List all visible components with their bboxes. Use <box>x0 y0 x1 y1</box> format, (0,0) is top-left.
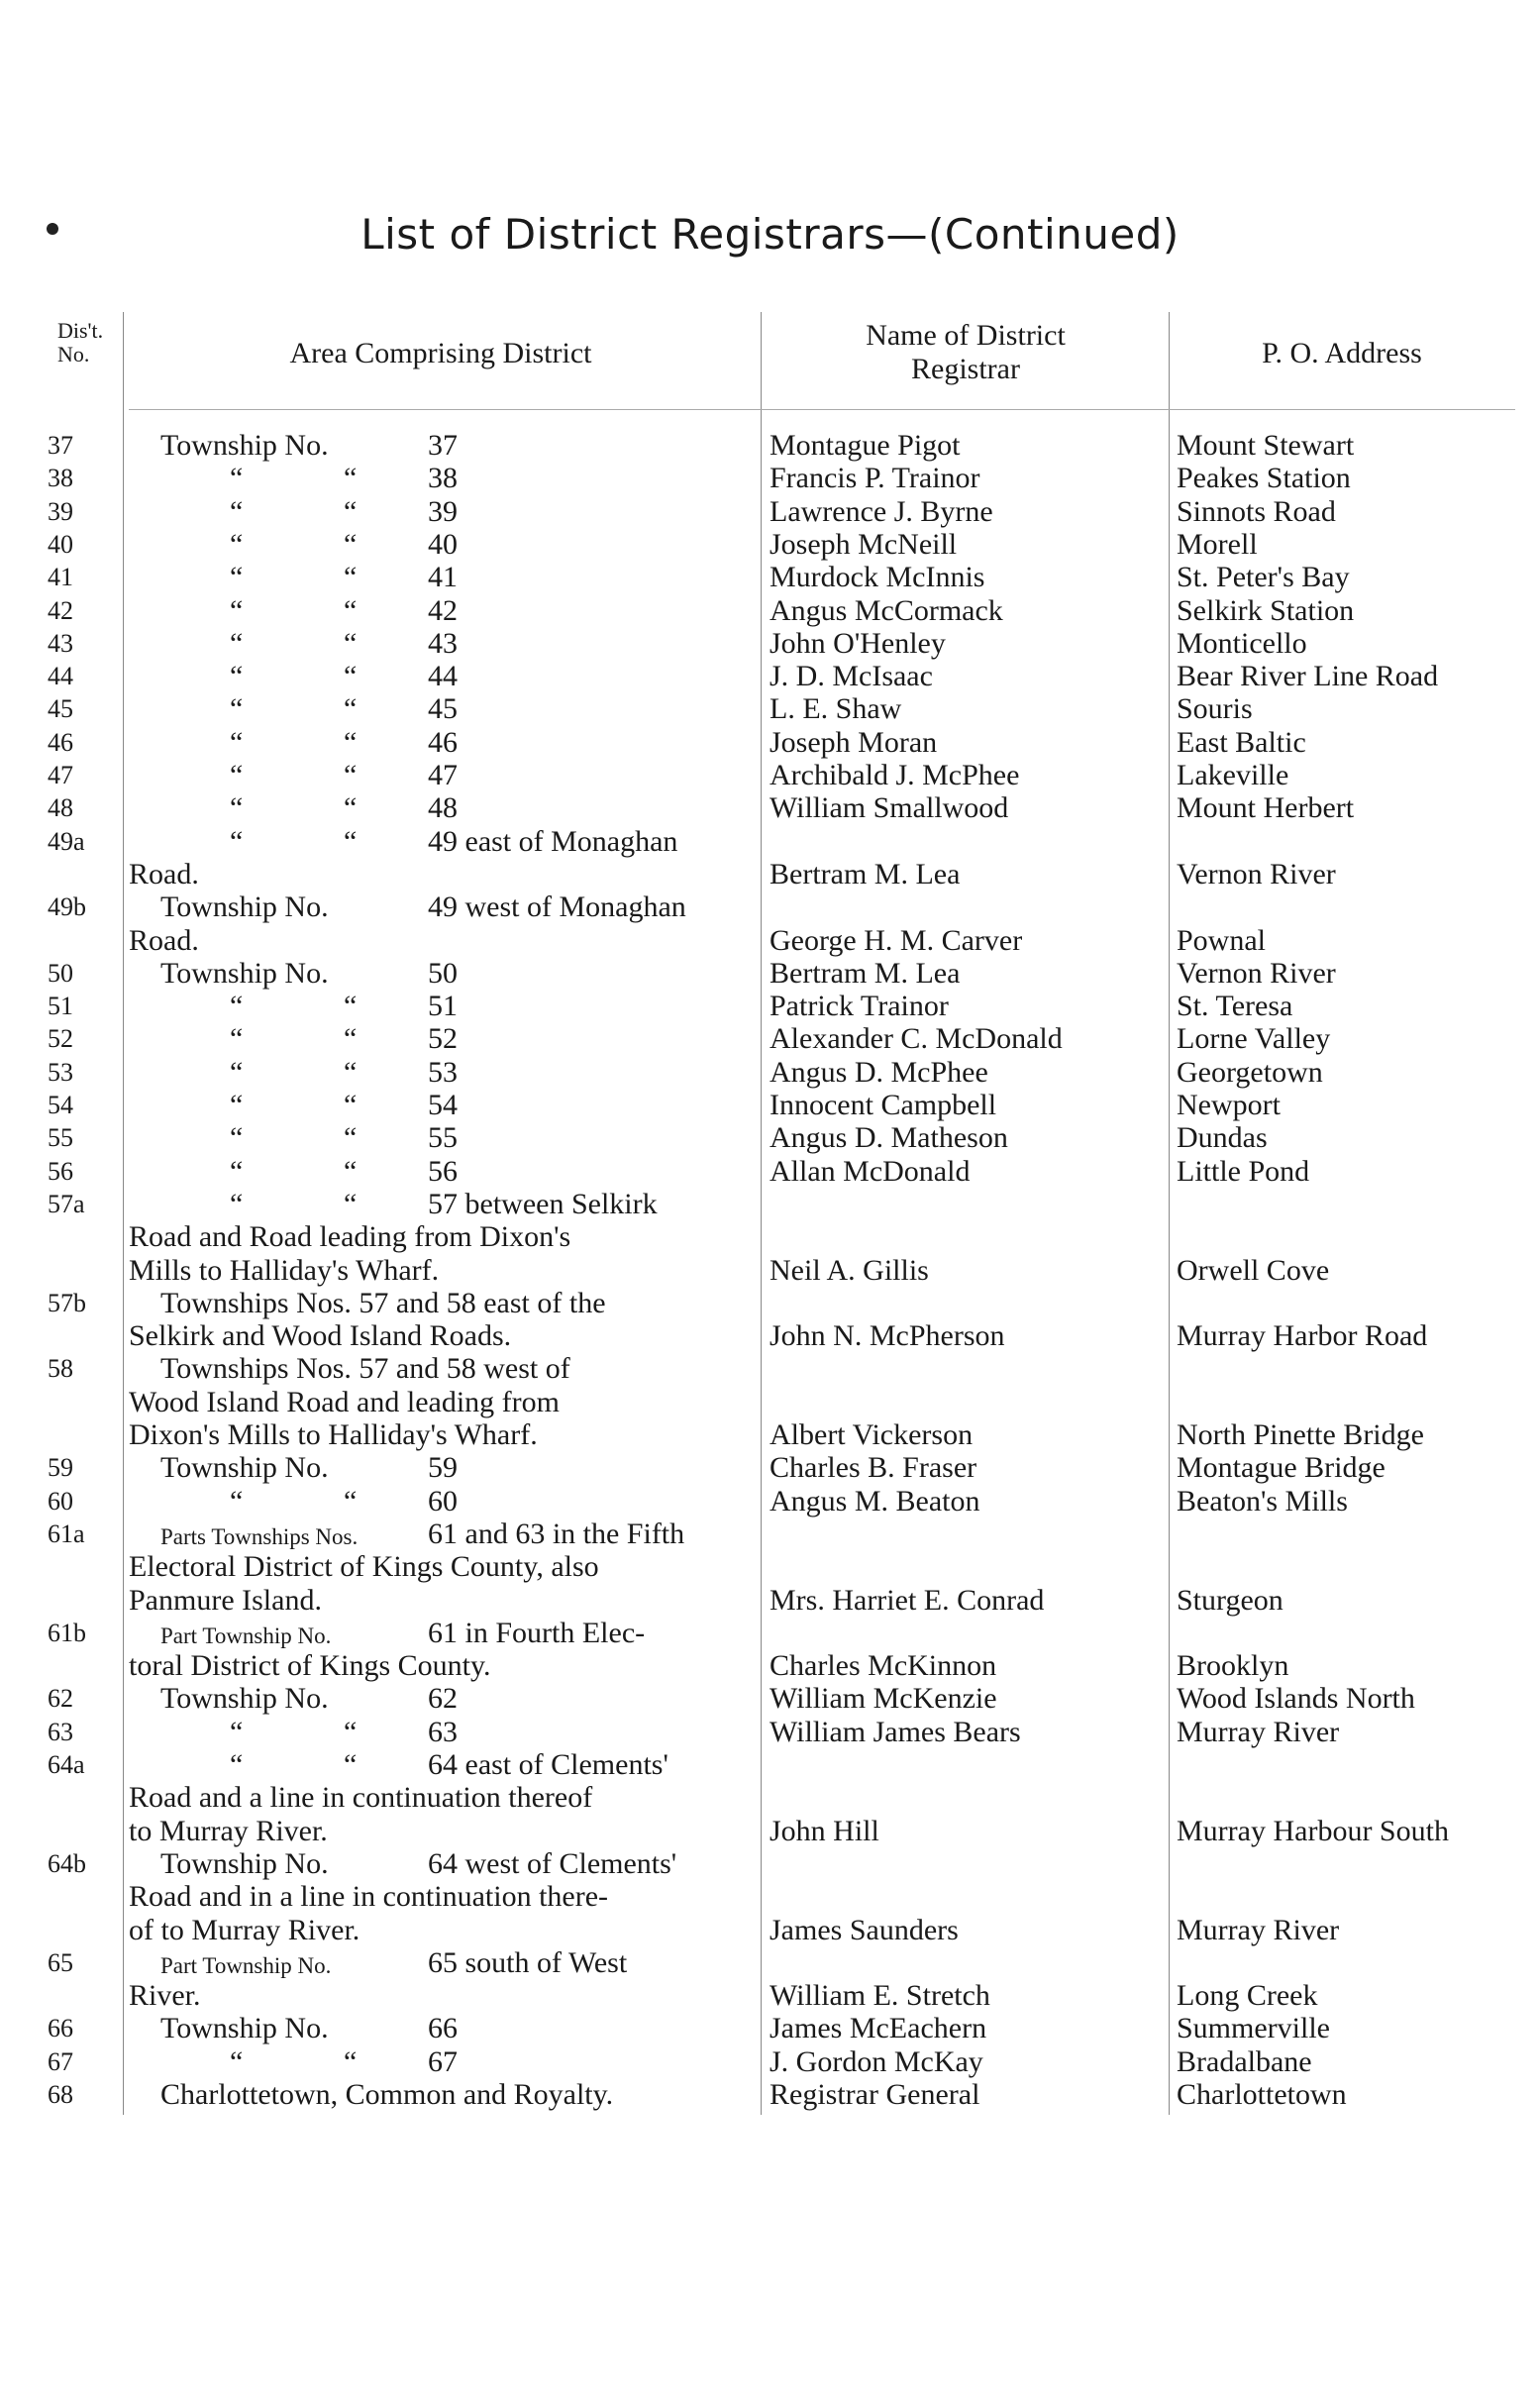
area-continuation: Road and in a line in continuation there- <box>129 1880 609 1914</box>
district-number: 45 <box>48 694 73 724</box>
district-number: 57b <box>48 1288 86 1317</box>
table-row <box>0 726 1540 759</box>
district-number: 59 <box>48 1453 73 1483</box>
district-number: 41 <box>48 563 73 592</box>
po-address: Murray Harbour South <box>1177 1814 1449 1847</box>
registrar-name: George H. M. Carver <box>770 923 1023 957</box>
registrar-name: John Hill <box>770 1814 879 1847</box>
registrar-name: John O'Henley <box>770 626 946 660</box>
ditto-mark: “ <box>230 1154 244 1188</box>
table-row <box>0 1254 1540 1287</box>
ditto-mark: “ <box>344 2044 358 2078</box>
po-address: Vernon River <box>1177 857 1336 890</box>
ditto-mark: “ <box>230 1484 244 1518</box>
township-number: 46 <box>428 725 458 759</box>
area-text: Township No. <box>160 890 329 924</box>
township-number: 45 <box>428 692 458 726</box>
po-address: Selkirk Station <box>1177 593 1355 627</box>
table-row <box>0 858 1540 890</box>
po-address: Murray River <box>1177 1913 1340 1946</box>
ditto-mark: “ <box>230 692 244 726</box>
ditto-mark: “ <box>230 494 244 528</box>
registrar-name: Alexander C. McDonald <box>770 1022 1063 1056</box>
township-number: 62 <box>428 1682 458 1716</box>
po-address: Georgetown <box>1177 1055 1323 1089</box>
po-address: Monticello <box>1177 626 1307 660</box>
registrar-name: Bertram M. Lea <box>770 956 961 990</box>
registrar-name: Charles B. Fraser <box>770 1451 977 1485</box>
ditto-mark: “ <box>230 462 244 495</box>
area-continuation: Electoral District of Kings County, also <box>129 1550 599 1584</box>
header-name <box>763 319 1169 386</box>
district-number: 49a <box>48 826 85 856</box>
township-number: 51 <box>428 990 458 1023</box>
township-number: 37 <box>428 429 458 462</box>
ditto-mark: “ <box>230 1022 244 1056</box>
registrar-name: Joseph Moran <box>770 725 938 759</box>
ditto-mark: “ <box>344 1089 358 1121</box>
township-number: 48 <box>428 791 458 825</box>
header-po: P. O. Address <box>1262 337 1422 369</box>
ditto-mark: “ <box>230 824 244 858</box>
registrar-name: Innocent Campbell <box>770 1089 997 1121</box>
table-row <box>0 1682 1540 1715</box>
area-continuation: to Murray River. <box>129 1814 328 1847</box>
po-address: Orwell Cove <box>1177 1253 1330 1287</box>
township-number: 38 <box>428 462 458 495</box>
registrar-name: Murdock McInnis <box>770 561 985 594</box>
table-row <box>0 2012 1540 2044</box>
district-number: 40 <box>48 529 73 559</box>
registrar-name: Mrs. Harriet E. Conrad <box>770 1583 1045 1617</box>
table-row <box>0 1386 1540 1418</box>
district-number: 63 <box>48 1717 73 1746</box>
ditto-mark: “ <box>344 626 358 660</box>
township-number: 41 <box>428 561 458 594</box>
district-number: 58 <box>48 1354 73 1384</box>
table-row <box>0 1056 1540 1089</box>
area-text: Parts Townships Nos. <box>160 1523 359 1549</box>
table-row <box>0 825 1540 858</box>
table-row <box>0 1022 1540 1055</box>
po-address: Sturgeon <box>1177 1583 1283 1617</box>
township-number: 61 and 63 in the Fifth <box>428 1517 685 1550</box>
po-address: East Baltic <box>1177 725 1306 759</box>
table-row <box>0 1550 1540 1583</box>
table-row <box>0 1418 1540 1451</box>
po-address: Brooklyn <box>1177 1649 1289 1683</box>
po-address: Murray River <box>1177 1715 1340 1748</box>
table-row <box>0 660 1540 692</box>
ditto-mark: “ <box>230 561 244 594</box>
district-number: 44 <box>48 662 73 691</box>
registrar-name: William James Bears <box>770 1715 1021 1748</box>
township-number: 53 <box>428 1055 458 1089</box>
po-address: Morell <box>1177 527 1258 561</box>
table-row <box>0 1716 1540 1748</box>
table-row <box>0 1815 1540 1847</box>
area-continuation: Road. <box>129 857 199 890</box>
table-row <box>0 1946 1540 1979</box>
area-continuation: Dixon's Mills to Halliday's Wharf. <box>129 1418 538 1451</box>
table-row <box>0 1485 1540 1518</box>
area-continuation: Mills to Halliday's Wharf. <box>129 1253 440 1287</box>
header-area: Area Comprising District <box>289 337 592 369</box>
ditto-mark: “ <box>230 660 244 693</box>
district-number: 51 <box>48 992 73 1021</box>
township-number: 40 <box>428 527 458 561</box>
po-address: Newport <box>1177 1089 1281 1121</box>
district-number: 42 <box>48 595 73 625</box>
po-address: Mount Herbert <box>1177 791 1355 825</box>
po-address: Long Creek <box>1177 1979 1318 2013</box>
po-address: St. Teresa <box>1177 990 1293 1023</box>
area-continuation: Wood Island Road and leading from <box>129 1385 560 1418</box>
district-number: 61b <box>48 1618 86 1647</box>
area-continuation: Road and Road leading from Dixon's <box>129 1220 571 1254</box>
area-text: Township No. <box>160 956 329 990</box>
ditto-mark: “ <box>344 1187 358 1220</box>
district-number: 43 <box>48 628 73 658</box>
ditto-mark: “ <box>230 527 244 561</box>
table-row <box>0 1287 1540 1319</box>
ditto-mark: “ <box>230 626 244 660</box>
page-title: List of District Registrars—(Continued) <box>360 210 1180 259</box>
area-text: Part Township No. <box>160 1623 332 1648</box>
township-number: 64 east of Clements' <box>428 1748 668 1781</box>
table-row <box>0 1649 1540 1682</box>
area-text: Townships Nos. 57 and 58 west of <box>160 1352 570 1386</box>
district-number: 60 <box>48 1486 73 1516</box>
area-continuation: toral District of Kings County. <box>129 1649 491 1683</box>
district-number: 62 <box>48 1684 73 1714</box>
area-text: Charlottetown, Common and Royalty. <box>160 2078 614 2111</box>
area-continuation: Road and a line in continuation thereof <box>129 1781 593 1815</box>
area-text: Township No. <box>160 1682 329 1716</box>
township-number: 49 east of Monaghan <box>428 824 678 858</box>
registrar-name: Charles McKinnon <box>770 1649 997 1683</box>
registrar-name: James McEachern <box>770 2012 987 2045</box>
table-row <box>0 2078 1540 2111</box>
table-row <box>0 759 1540 791</box>
township-number: 66 <box>428 2012 458 2045</box>
area-continuation: River. <box>129 1979 201 2013</box>
township-number: 63 <box>428 1715 458 1748</box>
registrar-name: J. D. McIsaac <box>770 660 933 693</box>
po-address: Bradalbane <box>1177 2044 1312 2078</box>
table-row <box>0 692 1540 725</box>
registrar-name: Registrar General <box>770 2078 980 2111</box>
po-address: Mount Stewart <box>1177 429 1355 462</box>
area-continuation: Panmure Island. <box>129 1583 322 1617</box>
table-row <box>0 495 1540 528</box>
township-number: 61 in Fourth Elec- <box>428 1616 646 1649</box>
area-text: Township No. <box>160 429 329 462</box>
po-address: Vernon River <box>1177 956 1336 990</box>
table-row <box>0 1584 1540 1617</box>
ditto-mark: “ <box>344 1484 358 1518</box>
registrar-name: William Smallwood <box>770 791 1009 825</box>
table-row <box>0 1914 1540 1946</box>
po-address: Peakes Station <box>1177 462 1351 495</box>
registrar-name: J. Gordon McKay <box>770 2044 983 2078</box>
header-dist-no <box>57 319 103 366</box>
registrar-name: L. E. Shaw <box>770 692 902 726</box>
area-continuation: Road. <box>129 923 199 957</box>
ditto-mark: “ <box>230 1121 244 1155</box>
district-number: 57a <box>48 1189 85 1218</box>
po-address: Little Pond <box>1177 1154 1310 1188</box>
ditto-mark: “ <box>344 462 358 495</box>
township-number: 44 <box>428 660 458 693</box>
ditto-mark: “ <box>344 791 358 825</box>
table-row <box>0 1518 1540 1550</box>
table-row <box>0 429 1540 462</box>
po-address: Bear River Line Road <box>1177 660 1439 693</box>
district-number: 66 <box>48 2014 73 2043</box>
ditto-mark: “ <box>230 1089 244 1121</box>
table-row <box>0 791 1540 824</box>
table-row <box>0 528 1540 561</box>
area-continuation: of to Murray River. <box>129 1913 360 1946</box>
township-number: 60 <box>428 1484 458 1518</box>
table-row <box>0 890 1540 923</box>
registrar-name: Angus McCormack <box>770 593 1003 627</box>
ditto-mark: “ <box>344 990 358 1023</box>
po-address: Dundas <box>1177 1121 1268 1155</box>
registrar-name: Montague Pigot <box>770 429 961 462</box>
registrar-name: Bertram M. Lea <box>770 857 961 890</box>
township-number: 65 south of West <box>428 1945 628 1979</box>
ditto-mark: “ <box>230 990 244 1023</box>
table-row <box>0 1121 1540 1154</box>
ditto-mark: “ <box>344 1121 358 1155</box>
ditto-mark: “ <box>344 561 358 594</box>
district-number: 50 <box>48 958 73 988</box>
table-row <box>0 462 1540 494</box>
table-row <box>0 2045 1540 2078</box>
district-number: 47 <box>48 761 73 789</box>
registrar-name: William McKenzie <box>770 1682 997 1716</box>
ditto-mark: “ <box>344 725 358 759</box>
table-row <box>0 1220 1540 1253</box>
ditto-mark: “ <box>230 1748 244 1781</box>
district-number: 37 <box>48 431 73 460</box>
township-number: 57 between Selkirk <box>428 1187 658 1220</box>
registrar-name: Neil A. Gillis <box>770 1253 929 1287</box>
ditto-mark: “ <box>230 1715 244 1748</box>
table-row <box>0 990 1540 1022</box>
registrar-name: Archibald J. McPhee <box>770 759 1020 791</box>
registrar-name: Allan McDonald <box>770 1154 971 1188</box>
area-text: Townships Nos. 57 and 58 east of the <box>160 1286 606 1319</box>
district-number: 39 <box>48 496 73 526</box>
table-row <box>0 627 1540 660</box>
po-address: Lakeville <box>1177 759 1289 791</box>
registrar-name: Albert Vickerson <box>770 1418 974 1451</box>
table-row <box>0 1089 1540 1121</box>
ditto-mark: “ <box>230 1055 244 1089</box>
header-dist-no-line2: No. <box>57 342 90 366</box>
table-row <box>0 1155 1540 1188</box>
po-address: Montague Bridge <box>1177 1451 1386 1485</box>
district-number: 46 <box>48 727 73 757</box>
table-row <box>0 1451 1540 1484</box>
ditto-mark: “ <box>230 759 244 791</box>
district-number: 52 <box>48 1024 73 1054</box>
po-address: St. Peter's Bay <box>1177 561 1350 594</box>
district-number: 53 <box>48 1057 73 1087</box>
header-name-line1: Name of District <box>866 319 1066 352</box>
po-address: North Pinette Bridge <box>1177 1418 1424 1451</box>
district-number: 48 <box>48 793 73 823</box>
table-row <box>0 561 1540 593</box>
ditto-mark: “ <box>230 791 244 825</box>
area-text: Part Township No. <box>160 1952 332 1978</box>
table-row <box>0 594 1540 627</box>
township-number: 67 <box>428 2044 458 2078</box>
township-number: 47 <box>428 759 458 791</box>
table-row <box>0 957 1540 990</box>
district-number: 56 <box>48 1156 73 1186</box>
po-address: Wood Islands North <box>1177 1682 1415 1716</box>
registrar-name: Angus D. McPhee <box>770 1055 988 1089</box>
township-number: 64 west of Clements' <box>428 1846 677 1880</box>
township-number: 39 <box>428 494 458 528</box>
ditto-mark: “ <box>344 1748 358 1781</box>
registrar-name: Lawrence J. Byrne <box>770 494 993 528</box>
ditto-mark: “ <box>344 824 358 858</box>
table-row <box>0 1847 1540 1880</box>
ditto-mark: “ <box>344 1154 358 1188</box>
registrar-name: James Saunders <box>770 1913 959 1946</box>
registrar-name: William E. Stretch <box>770 1979 990 2013</box>
ditto-mark: “ <box>344 1022 358 1056</box>
registrar-name: Patrick Trainor <box>770 990 949 1023</box>
table-row <box>0 1352 1540 1385</box>
district-number: 54 <box>48 1091 73 1119</box>
district-number: 64a <box>48 1750 85 1779</box>
district-number: 68 <box>48 2080 73 2109</box>
po-address: Beaton's Mills <box>1177 1484 1348 1518</box>
township-number: 50 <box>428 956 458 990</box>
district-number: 55 <box>48 1123 73 1153</box>
township-number: 42 <box>428 593 458 627</box>
ditto-mark: “ <box>344 1055 358 1089</box>
po-address: Souris <box>1177 692 1253 726</box>
area-text: Township No. <box>160 1451 329 1485</box>
table-row <box>0 1979 1540 2012</box>
area-continuation: Selkirk and Wood Island Roads. <box>129 1319 512 1353</box>
registrar-name: Angus D. Matheson <box>770 1121 1008 1155</box>
table-row <box>0 1188 1540 1220</box>
ditto-mark: “ <box>230 593 244 627</box>
township-number: 56 <box>428 1154 458 1188</box>
district-number: 38 <box>48 464 73 493</box>
table-row <box>0 1748 1540 1781</box>
ditto-mark: “ <box>344 759 358 791</box>
township-number: 43 <box>428 626 458 660</box>
township-number: 55 <box>428 1121 458 1155</box>
ditto-mark: “ <box>230 725 244 759</box>
header-rule <box>129 409 1515 410</box>
district-number: 67 <box>48 2046 73 2076</box>
ditto-mark: “ <box>344 593 358 627</box>
township-number: 54 <box>428 1089 458 1121</box>
township-number: 59 <box>428 1451 458 1485</box>
po-address: Charlottetown <box>1177 2078 1347 2111</box>
ditto-mark: “ <box>344 494 358 528</box>
ditto-mark: “ <box>344 660 358 693</box>
table-row <box>0 1880 1540 1913</box>
po-address: Summerville <box>1177 2012 1330 2045</box>
table-row <box>0 1781 1540 1814</box>
area-text: Township No. <box>160 1846 329 1880</box>
district-number: 65 <box>48 1947 73 1977</box>
district-number: 49b <box>48 892 86 922</box>
registrar-name: Joseph McNeill <box>770 527 958 561</box>
township-number: 49 west of Monaghan <box>428 890 686 924</box>
header-dist-no-line1: Dis't. <box>57 318 104 343</box>
ditto-mark: “ <box>344 527 358 561</box>
registrar-name: Francis P. Trainor <box>770 462 980 495</box>
table-row <box>0 1617 1540 1649</box>
po-address: Sinnots Road <box>1177 494 1336 528</box>
township-number: 52 <box>428 1022 458 1056</box>
header-name-line2: Registrar <box>911 353 1020 385</box>
table-row <box>0 924 1540 957</box>
registrar-name: John N. McPherson <box>770 1319 1005 1353</box>
ditto-mark: “ <box>344 1715 358 1748</box>
district-number: 61a <box>48 1518 85 1548</box>
ditto-mark: “ <box>230 1187 244 1220</box>
po-address: Murray Harbor Road <box>1177 1319 1428 1353</box>
ditto-mark: “ <box>230 2044 244 2078</box>
po-address: Pownal <box>1177 923 1266 957</box>
ditto-mark: “ <box>344 692 358 726</box>
area-text: Township No. <box>160 2012 329 2045</box>
district-number: 64b <box>48 1848 86 1878</box>
registrar-name: Angus M. Beaton <box>770 1484 980 1518</box>
table-row <box>0 1319 1540 1352</box>
po-address: Lorne Valley <box>1177 1022 1331 1056</box>
